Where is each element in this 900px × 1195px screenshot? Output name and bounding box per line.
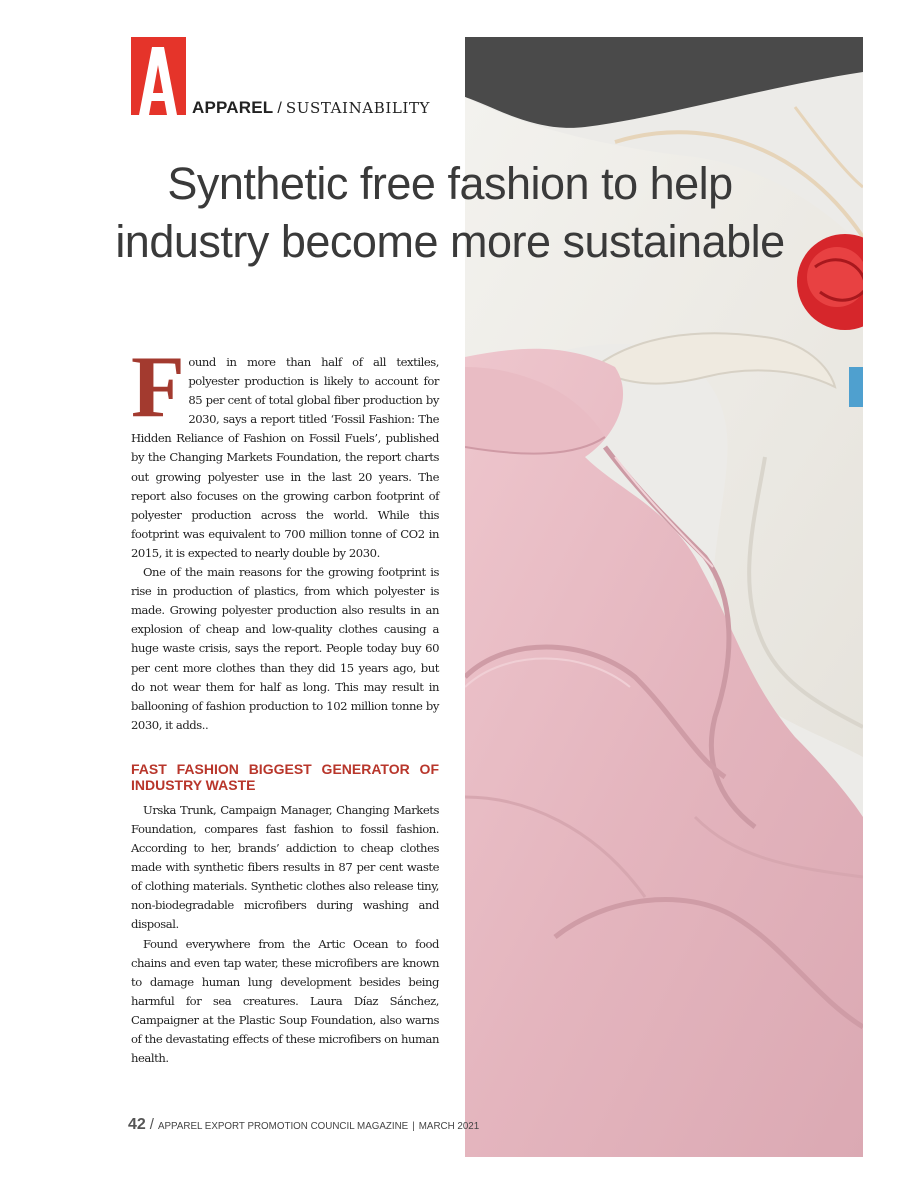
section-header (192, 98, 430, 118)
drop-cap: F (131, 339, 185, 436)
paragraph-text: ound in more than half of all textiles, polyester production is likely to account for 85 per cent of total global fiber production by 2030, says a report titled ‘Fossil Fashion: The Hidden Reliance of Fashion on Fossil Fuels’, published by the Changing Markets Foundation, the report charts out growing polyester use in the last 20 years. The report also focuses on the growing carbon footprint of polyester production across the world. While this footprint was equivalent to 700 million tonne of CO2 in 2015, it is expected to nearly double by 2030. (131, 355, 439, 560)
issue-date: MARCH 2021 (418, 1121, 480, 1132)
article-paragraph: Urska Trunk, Campaign Manager, Changing Markets Foundation, compares fast fashion to fossil fashion. According to her, brands’ addiction to cheap clothes made with synthetic fibers results in 87 per cent waste of clothing materials. Synthetic clothes also release tiny, non-biodegradable microfibers during washing and disposal. (131, 802, 439, 932)
article-paragraph: One of the main reasons for the growing footprint is rise in production of plastics, from which polyester is made. Growing polyester production also results in an explosion of cheap and low-quality clothes causing a huge waste crisis, says the report. People today buy 60 per cent more clothes than they did 15 years ago, but do not wear them for half as long. This may result in ballooning of fashion production to 102 million tonne by 2030, it adds.. (131, 565, 439, 732)
article-headline: Synthetic free fashion to help industry become more sustainable (115, 158, 785, 267)
apparel-logo-icon (131, 37, 186, 115)
page-number: 42 (128, 1116, 146, 1133)
footer-slash: / (149, 1116, 154, 1133)
footer-divider: | (412, 1121, 415, 1132)
article-paragraph (131, 339, 439, 563)
article-paragraph: Found everywhere from the Artic Ocean to food chains and even tap water, these microfibers are known to damage human lung development besides being harmful for sea creatures. Laura Díaz Sánchez, Campaigner at the Plastic Soup Foundation, also warns of the devastating effects of these microfibers on human health. (131, 936, 439, 1066)
section-name: SUSTAINABILITY (285, 99, 431, 117)
magazine-brand: APPAREL (192, 98, 274, 117)
article-subheading: FAST FASHION BIGGEST GENERATOR OF INDUSTRY WASTE (131, 760, 439, 793)
page-footer (128, 1116, 479, 1134)
section-separator: / (277, 100, 282, 117)
article-body (131, 339, 439, 1068)
magazine-name: APPAREL EXPORT PROMOTION COUNCIL MAGAZINE (157, 1121, 409, 1132)
